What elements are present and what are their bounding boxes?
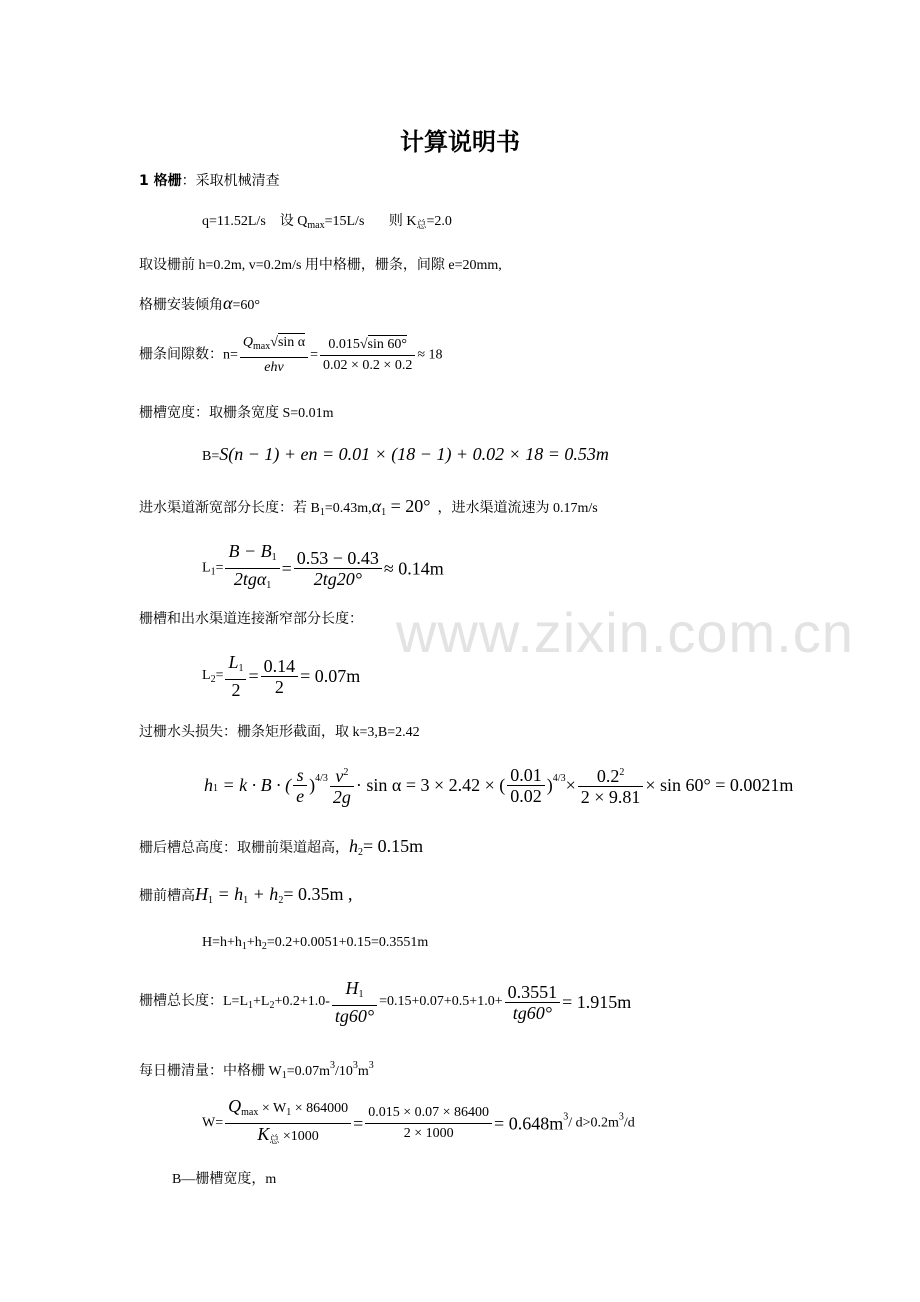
length-fraction-2 [505,982,561,1023]
angle-line: 格栅安装倾角α=60° [139,293,260,313]
loss-g: $\frac{0.2^2}{2 \times 9.81}$ [578,763,644,807]
l2-prefix: L [202,668,211,683]
w-prefix: W= [202,1115,224,1131]
after-line: 栅后槽总高度：取栅前渠道超高，$h_2= 0.15m$ [139,836,424,858]
loss-mult: × [565,775,576,795]
w-fraction-1: $Q_{max} \times W_1 \times 864000$ $K_总 \times 1000$ [225,1096,351,1151]
l1-sub: 1 [210,566,216,578]
w-n1: Q [228,1096,242,1116]
l2-fraction-1: $\frac{L_1}{2}$ [225,652,246,700]
loss-v: $\frac{v^2}{2g}$ [330,763,354,807]
angle-value: =60° [232,298,260,313]
daily-value: =0.07m [286,1064,331,1079]
front-line: 取设栅前 h=0.2m, v=0.2m/s 用中格栅，栅条，间隙 e=20mm, [139,258,502,273]
flow-set: 设 Q [279,214,308,229]
outlet-label: 栅槽和出水渠道连接渐窄部分长度： [139,612,363,627]
loss-vd: 2g [332,787,351,807]
after-value: = 0.15m [363,836,424,856]
length-mid2: =0.15+0.07+0.5+1.0+ [379,994,503,1009]
l1-formula: $L_1=$ $B - B_1$ 2tgα$_1$ = $\frac{0.53 - 0.43}{2tg20^\circ}$ ≈ 0.14m [202,541,444,596]
total-height-line: $H=h+h_1+h_2=0.2+0.0051+0.15=0.3551m$ [202,935,429,952]
l1-result: ≈ 0.14m [383,558,444,579]
gap-num2: 0.015 [328,337,360,352]
gap-count-line: 栅条间隙数：n= $Q_{max}√\sin$ α ehv = $\frac{0.015√\sin 60^\circ}{0.02 \times 0.2 \times 0.2}$ ≈ 18 [139,333,443,378]
loss-exp: 4/3 [315,773,328,785]
flow-max: max [307,220,325,231]
l2-result: = 0.07m [300,666,361,686]
daily-unit: /10 [335,1064,353,1079]
loss-eq: = k · B · ( [218,775,292,795]
gap-den2: 0.02 × 0.2 × 0.2 [323,358,413,373]
loss-label: 过栅水头损失：栅条矩形截面，取 k=3,B=2.42 [139,725,420,740]
loss-vn: v [335,766,344,786]
loss-rd: 0.02 [510,785,542,806]
width-prefix: B= [202,449,220,464]
gap-q: Q [242,335,254,350]
w-zong: 总 [269,1135,280,1146]
l1-n1: B − B [228,541,272,561]
length-n2: 0.3551 [505,982,561,1003]
section-number: 1 格栅 [139,173,182,189]
length-result: = 1.915m [562,992,632,1012]
loss-tail: × sin 60° = 0.0021m [645,775,794,795]
length-d1: tg60° [334,1006,375,1026]
loss-formula: $h_1 = k \cdot B$ · ( $\frac{s}{e}$ )$^{4/3}$ $\frac{v^2}{2g}$ · sin α = 3 × 2.42 × ( $\frac{0.01}{0.02}$ )$^{4/3}$× $\frac{0.2^2}{2 \times 9.81}$ × sin 60° = 0.0021m [204,764,794,807]
loss-gn: 0.2 [596,766,620,786]
inlet-sub: 1 [319,507,325,518]
l2-d2: 2 [274,676,284,697]
gap-result: ≈ 18 [417,347,443,363]
l1-fraction-1: $B - B_1$ 2tgα$_1$ [225,541,279,596]
l2-formula: $L_2=$ $\frac{L_1}{2}$ = $\frac{0.14}{2}$ = 0.07m [202,652,361,700]
l1-n2: 0.53 − 0.43 [294,548,382,569]
inlet-alpha-val: = 20° [386,496,431,516]
loss-gd: 2 × 9.81 [580,787,641,807]
watermark: www.zixin.com.cn [396,601,854,664]
inlet-line: 进水渠道渐宽部分长度：若 $B_1=0.43m,\alpha_1 = 20^\circ$ ，进水渠道流速为 0.17m/s [139,496,598,518]
l1-fraction-2 [294,548,382,589]
flow-k: =2.0 [426,214,452,229]
l1-prefix: L [202,560,211,576]
w-n1b: × W [258,1101,287,1116]
daily-line: 每日栅清量：中格栅 $W_1=0.07m^3/10^3m^3$ [139,1060,374,1081]
w-max: max [241,1107,259,1118]
loss-ratio [507,765,545,806]
length-fraction-1: $\frac{H_1}{tg60^\circ}$ [332,978,377,1026]
w-tail: >0.2m [582,1115,619,1131]
inlet-speed: ，进水渠道流速为 0.17m/s [437,501,598,516]
loss-h: h [204,775,213,795]
gap-den1: ehv [264,360,284,375]
loss-e: e [296,785,305,806]
gap-max: max [253,341,271,352]
flow-15: =15L/s [324,214,365,229]
l2-sub: 2 [210,674,216,686]
total-h-rest: =0.2+0.0051+0.15=0.3551m [266,935,429,950]
l1-d2: 2tg20° [313,569,362,589]
b-definition: B—栅槽宽度，m [172,1172,277,1187]
w-formula: W= $Q_{max} \times W_1 \times 864000$ $K_总 \times 1000$ = $\frac{0.015 \times 0.07 \times 86400}{2 \times 1000}$ = $0.648m^3/$ $d>0.2m^3/d$ [202,1096,635,1151]
after-label: 栅后槽总高度：取栅前渠道超高， [139,841,349,856]
l2-d1: 2 [231,680,241,700]
l2-n1: L [228,652,239,672]
section-text: ：采取机械清查 [181,174,280,189]
w-d2: 2 × 1000 [403,1126,454,1141]
w-d1: K [257,1124,270,1144]
length-n1: H [345,978,359,998]
gap-sin: sin α [277,335,306,350]
flow-zong: 总 [416,220,427,231]
page-title: 计算说明书 [400,128,520,156]
loss-se [293,765,307,806]
loss-sin: · sin α = 3 × 2.42 × ( [355,775,506,795]
total-h: H=h+h [202,935,242,950]
w-tail2: /d [623,1115,635,1131]
flow-q: q=11.52L/s [202,214,266,229]
gap-label: 栅条间隙数：n= [139,347,238,363]
w-n2: 0.015 × 0.07 × 86400 [365,1103,492,1124]
length-line: 栅槽总长度：$L=L_1+L_2+0.2+1.0-$ $\frac{H_1}{tg60^\circ}$ =0.15+0.07+0.5+1.0+ $\frac{0.3551}{tg60^\circ}$ = 1.915m [139,978,632,1026]
loss-rn: 0.01 [507,765,545,786]
w-unit: / d [568,1115,583,1131]
front-value: = 0.35m , [283,884,353,904]
gap-fraction-1: $Q_{max}√\sin$ α ehv [240,333,308,378]
front-height-line: 栅前槽高$H_1 = h_1 + h_2= 0.35m$ , [139,884,353,906]
length-mid: +0.2+1.0- [274,994,330,1009]
flow-then: 则 K [388,214,417,229]
l2-fraction-2 [261,656,299,697]
width-expr: S(n − 1) + en = 0.01 × (18 − 1) + 0.02 × 18 = 0.53m [219,444,609,464]
gap-sin2: sin 60° [367,337,407,352]
l1-d1: 2tgα [233,569,267,589]
width-label: 栅槽宽度：取栅条宽度 S=0.01m [139,406,334,421]
w-result: = 0.648m [494,1113,564,1134]
w-n1c: × 864000 [291,1101,349,1116]
inlet-alpha: α [371,496,382,516]
gap-fraction-2: $\frac{0.015√\sin 60^\circ}{0.02 \times 0.2 \times 0.2}$ [320,335,415,376]
loss-s: s [296,764,304,785]
length-d2: tg60° [512,1002,552,1023]
flow-line [202,212,452,236]
daily-label: 每日栅清量：中格栅 W [139,1064,282,1079]
front-label: 栅前槽高 [139,889,195,904]
section-heading [139,171,280,192]
w-d1b: ×1000 [279,1129,319,1144]
inlet-mid: =0.43m, [324,501,372,516]
inlet-label: 进水渠道渐宽部分长度：若 B [139,501,320,516]
width-formula [202,444,609,467]
angle-label: 格栅安装倾角 [139,298,223,313]
w-fraction-2 [365,1103,492,1144]
l2-n2: 0.14 [261,656,299,677]
length-label: 栅槽总长度：L=L [139,994,248,1009]
